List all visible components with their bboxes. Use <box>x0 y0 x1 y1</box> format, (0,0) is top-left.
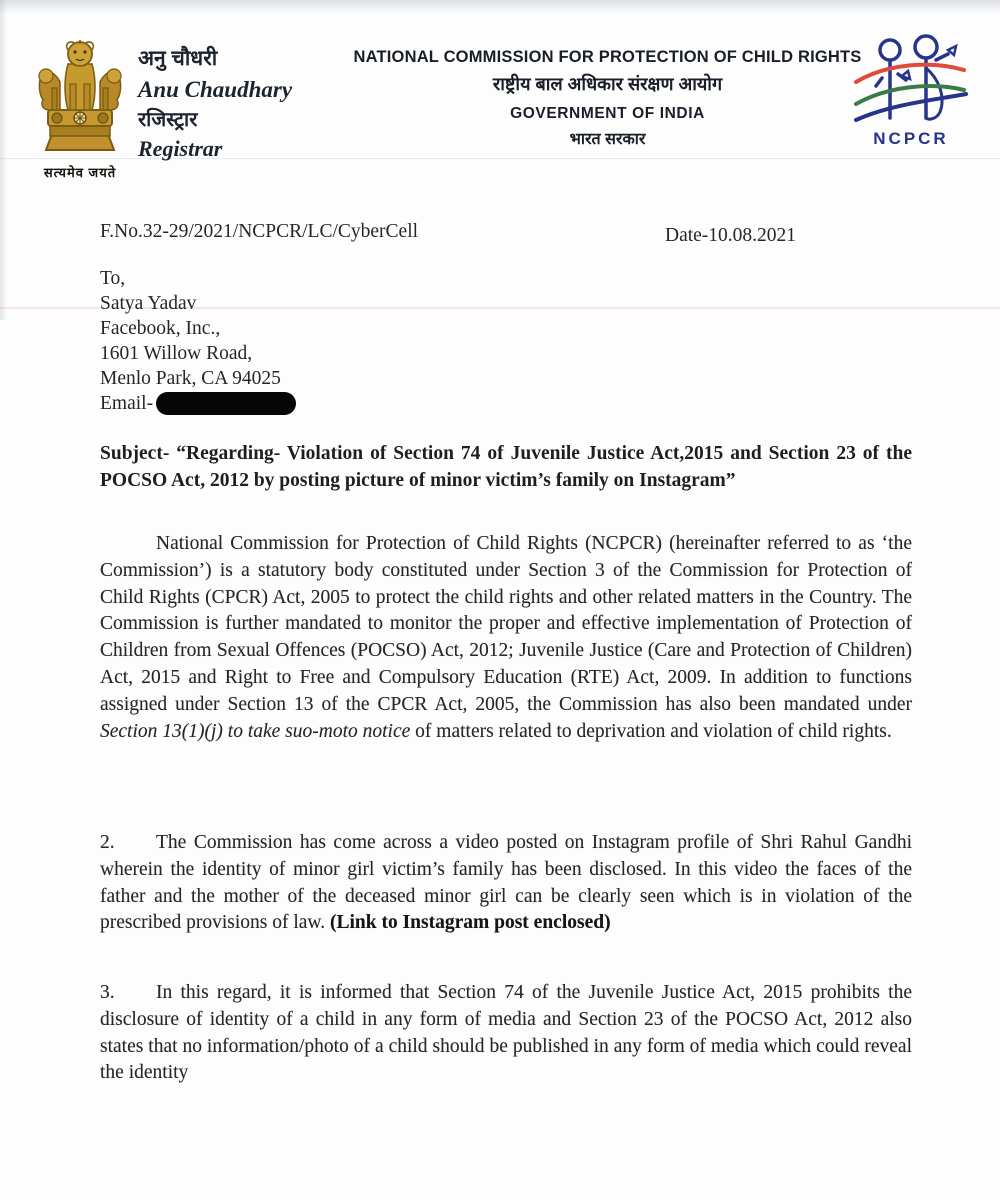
letterhead-center <box>350 48 865 149</box>
scan-artifact-left-smudge <box>0 0 7 320</box>
registrar-name-hindi: अनु चौधरी <box>138 47 218 70</box>
para1-italic-text: Section 13(1)(j) to take suo-moto notice <box>100 720 411 742</box>
recipient-name: Satya Yadav <box>100 293 197 314</box>
ashoka-emblem-icon <box>30 38 130 156</box>
recipient-company: Facebook, Inc., <box>100 318 221 339</box>
government-of-india-english: GOVERNMENT OF INDIA <box>510 105 705 122</box>
recipient-email-line <box>100 391 296 416</box>
paragraph-number: 2. <box>100 832 115 853</box>
recipient-street: 1601 Willow Road, <box>100 343 253 364</box>
email-redaction-bar <box>156 392 296 415</box>
para2-bold-text: (Link to Instagram post enclosed) <box>329 912 611 934</box>
registrar-title-hindi: रजिस्ट्रार <box>138 109 198 131</box>
recipient-salutation: To, <box>100 268 126 289</box>
body-paragraph-3 <box>100 980 912 1087</box>
email-label: Email- <box>100 393 154 414</box>
body-paragraph-2 <box>100 830 912 937</box>
scan-artifact-top-band <box>0 0 1000 14</box>
ncpcr-logo-text: NCPCR <box>873 129 949 148</box>
org-name-hindi: राष्ट्रीय बाल अधिकार संरक्षण आयोग <box>492 74 723 94</box>
registrar-title-english: Registrar <box>138 136 223 161</box>
para3-text: In this regard, it is informed that Section 74 of the Juvenile Justice Act, 2015 prohibits the disclosure of identity of a child in any form of media and Section 23 of the POCSO Act, 2012 also states that no information/photo of a child should be published in any form of media which could reveal the identity <box>100 982 912 1084</box>
recipient-address <box>100 266 296 416</box>
para1-text-after: of matters related to deprivation and violation of child rights. <box>410 720 892 742</box>
registrar-block <box>138 46 292 163</box>
government-of-india-hindi: भारत सरकार <box>569 131 646 148</box>
recipient-city: Menlo Park, CA 94025 <box>100 368 281 389</box>
ashoka-emblem <box>26 38 134 178</box>
body-paragraph-1 <box>100 531 912 745</box>
ncpcr-logo-icon <box>852 34 970 156</box>
para2-text: The Commission has come across a video posted on Instagram profile of Shri Rahul Gandhi wherein the identity of minor girl victim’s family has been disclosed. In this video the faces of the father and the mother of the deceased minor girl can be clearly seen which is in violation of the prescribed provisions of law. <box>100 832 912 934</box>
file-number: F.No.32-29/2021/NCPCR/LC/CyberCell <box>100 221 419 242</box>
emblem-motto: सत्यमेव जयते <box>43 165 117 180</box>
org-name-english: NATIONAL COMMISSION FOR PROTECTION OF CHILD RIGHTS <box>353 48 862 66</box>
paragraph-number: 3. <box>100 982 115 1003</box>
registrar-name-english: Anu Chaudhary <box>138 77 293 103</box>
ncpcr-logo <box>852 34 970 156</box>
para1-text: National Commission for Protection of Child Rights (NCPCR) (hereinafter referred to as ‘the Commission’) is a statutory body constituted under Section 3 of the Commission for Protection of Child Rights (CPCR) Act, 2005 to protect the child rights and other related matters in the Country. The Commission is further mandated to monitor the proper and effective implementation of Protection of Children from Sexual Offences (POCSO) Act, 2012; Juvenile Justice (Care and Protection of Children) Act, 2015 and Right to Free and Compulsory Education (RTE) Act, 2009. In addition to functions assigned under Section 13 of the CPCR Act, 2005, the Commission has also been mandated under <box>100 533 912 715</box>
subject-line: Subject- “Regarding- Violation of Section 74 of Juvenile Justice Act,2015 and Section 23 of the POCSO Act, 2012 by posting picture of minor victim’s family on Instagram” <box>100 443 912 491</box>
letter-date: Date-10.08.2021 <box>665 225 797 246</box>
